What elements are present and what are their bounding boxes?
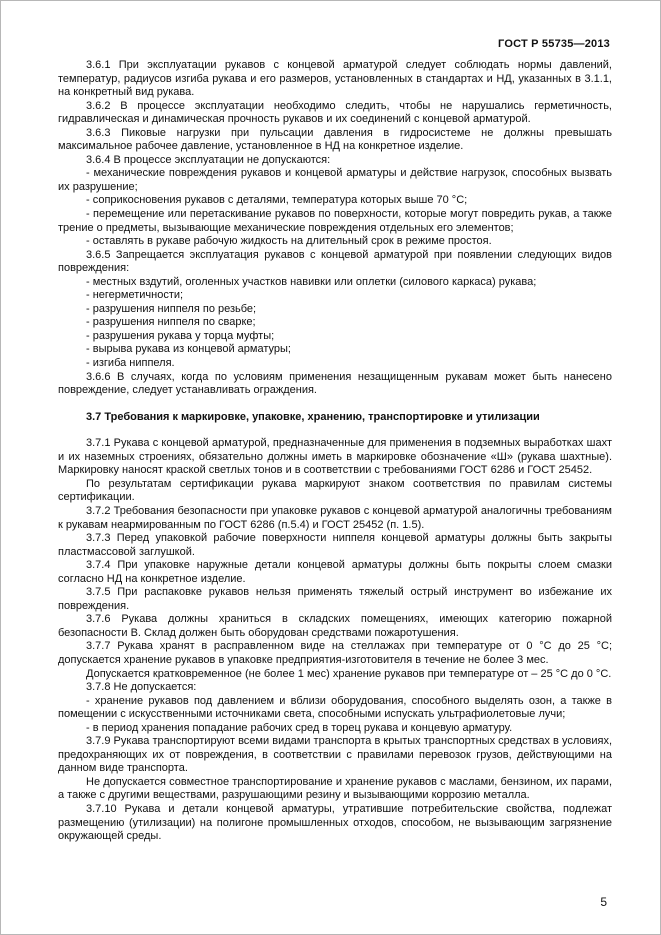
page-number: 5: [600, 895, 607, 909]
paragraph: - хранение рукавов под давлением и вблизи оборудования, способного выделять озон, а также в помещении с искусственными источниками света, способными испускать ультрафиолетовые лучи;: [58, 694, 612, 721]
paragraph: 3.7.6 Рукава должны храниться в складских помещениях, имеющих категорию пожарной безопасности В. Склад должен быть оборудован средствами пожаротушения.: [58, 613, 612, 639]
paragraph: 3.7.2 Требования безопасности при упаковке рукавов с концевой арматурой аналогичны требованиям к рукавам неармированным по ГОСТ 6286 (п.5.4) и ГОСТ 25452 (п. 1.5).: [58, 504, 612, 531]
paragraph: - механические повреждения рукавов и концевой арматуры и действие нагрузок, способных вызвать их разрушение;: [58, 167, 612, 193]
paragraph: 3.7.10 Рукава и детали концевой арматуры, утратившие потребительские свойства, подлежат размещению (утилизации) на полигоне промышленных отходов, способом, не вызывающим загрязнение окружающей среды.: [58, 802, 612, 843]
paragraph: 3.7.4 При упаковке наружные детали концевой арматуры должны быть покрыты слоем смазки согласно НД на конкретное изделие.: [58, 559, 612, 585]
doc-code-header: ГОСТ Р 55735—2013: [498, 38, 610, 50]
paragraph: 3.6.6 В случаях, когда по условиям применения незащищенным рукавам может быть нанесено повреждение, следует устанавливать ограждения.: [58, 370, 612, 397]
paragraph: 3.6.5 Запрещается эксплуатация рукавов с концевой арматурой при появлении следующих видов повреждения:: [58, 248, 612, 275]
paragraph: - негерметичности;: [86, 289, 184, 302]
paragraph: - перемещение или перетаскивание рукавов по поверхности, которые могут повредить рукав, а также трение о предметы, вызывающие механические повреждения отдельных его элементов;: [58, 208, 612, 234]
section-heading: 3.7 Требования к маркировке, упаковке, хранению, транспортировке и утилизации: [86, 410, 540, 423]
paragraph: 3.6.2 В процессе эксплуатации необходимо следить, чтобы не нарушались герметичность, гидравлическая и динамическая прочность рукавов и их соединений с концевой арматурой.: [58, 99, 612, 126]
paragraph: - вырыва рукава из концевой арматуры;: [86, 343, 291, 356]
paragraph: - в период хранения попадание рабочих сред в торец рукава и концевую арматуру.: [86, 721, 513, 734]
paragraph: Допускается кратковременное (не более 1 мес) хранение рукавов при температуре от – 25 °С до 0 °С.: [86, 667, 612, 680]
document-body: [58, 59, 612, 844]
paragraph: По результатам сертификации рукава маркируют знаком соответствия по правилам системы сертификации.: [58, 477, 612, 504]
paragraph: - разрушения рукава у торца муфты;: [86, 329, 275, 342]
paragraph: - разрушения ниппеля по сварке;: [86, 316, 256, 329]
paragraph: - соприкосновения рукавов с деталями, температура которых выше 70 °С;: [86, 194, 468, 207]
paragraph: 3.6.4 В процессе эксплуатации не допускаются:: [86, 153, 331, 166]
paragraph: 3.7.1 Рукава с концевой арматурой, предназначенные для применения в подземных выработках шахт и их наземных строениях, обязательно должны иметь в маркировке обозначение «Ш» (рукава шахтные). Маркировку наносят краской светлых тонов и в соответствии с требованиями ГОСТ 6286 и ГОСТ 25452.: [58, 437, 612, 477]
paragraph: Не допускается совместное транспортирование и хранение рукавов с маслами, бензином, их парами, а также с другими веществами, разрушающими резину и вызывающими коррозию металла.: [58, 775, 612, 802]
paragraph: 3.7.5 При распаковке рукавов нельзя применять тяжелый острый инструмент во избежание их повреждения.: [58, 586, 612, 612]
paragraph: 3.6.1 При эксплуатации рукавов с концевой арматурой следует соблюдать нормы давлений, температур, радиусов изгиба рукава и его размеров, установленных в стандартах и НД, указанных в 3.1.1, на конкретный вид рукава.: [58, 59, 612, 99]
paragraph: 3.7.8 Не допускается:: [86, 681, 197, 694]
paragraph: 3.7.7 Рукава хранят в расправленном виде на стеллажах при температуре от 0 °С до 25 °С; допускается хранение рукавов в упаковке предприятия-изготовителя в течение не более 3 мес.: [58, 640, 612, 666]
paragraph: - местных вздутий, оголенных участков навивки или оплетки (силового каркаса) рукава;: [86, 275, 537, 288]
paragraph: - оставлять в рукаве рабочую жидкость на длительный срок в режиме простоя.: [86, 235, 492, 248]
paragraph: - разрушения ниппеля по резьбе;: [86, 302, 257, 315]
paragraph: 3.6.3 Пиковые нагрузки при пульсации давления в гидросистеме не должны превышать максимальное рабочее давление, установленное в НД на конкретное изделие.: [58, 126, 612, 153]
paragraph: - изгиба ниппеля.: [86, 357, 175, 370]
paragraph: 3.7.3 Перед упаковкой рабочие поверхности ниппеля концевой арматуры должны быть закрыты пластмассовой заглушкой.: [58, 532, 612, 558]
paragraph: 3.7.9 Рукава транспортируют всеми видами транспорта в крытых транспортных средствах в условиях, предохраняющих их от повреждения, в соответствии с правилами перевозок грузов, действующими на данном виде транспорта.: [58, 735, 612, 775]
